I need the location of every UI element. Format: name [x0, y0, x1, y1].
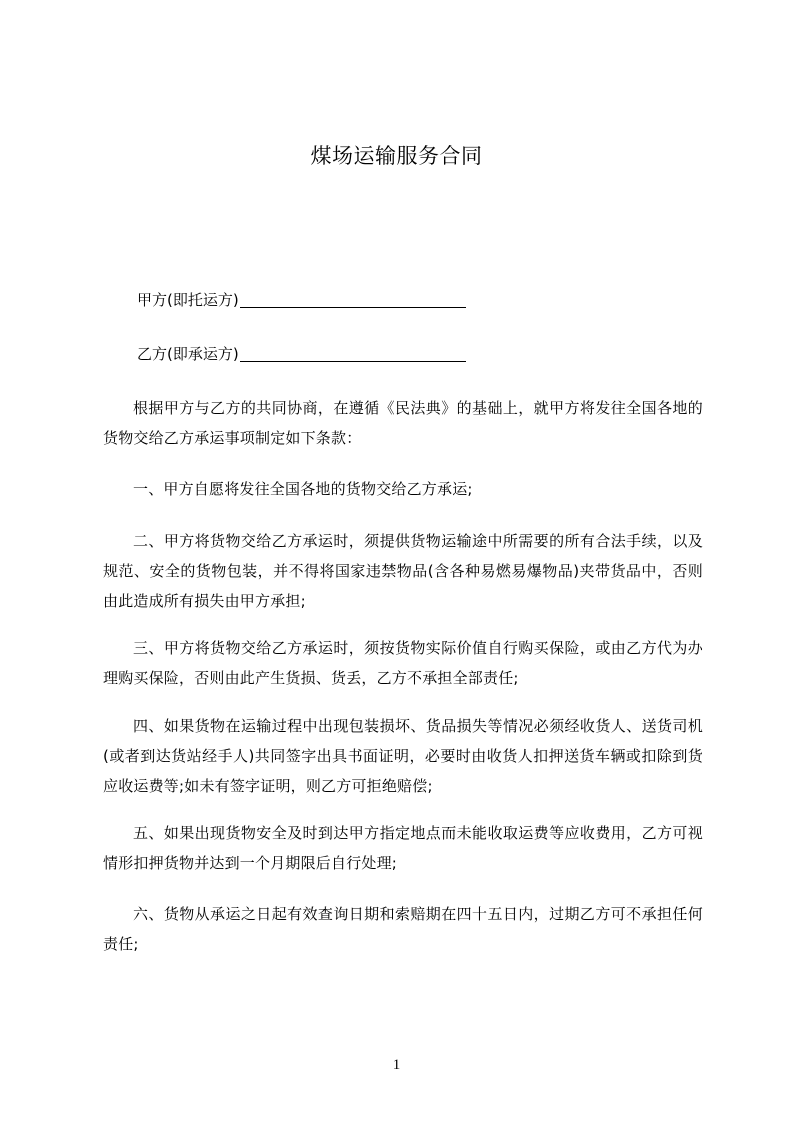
clause-6: 六、货物从承运之日起有效查询日期和索赔期在四十五日内，过期乙方可不承担任何责任;	[103, 905, 703, 953]
party-b-label: 乙方(即承运方)	[137, 345, 239, 363]
party-a-blank	[240, 292, 466, 308]
clause-5: 五、如果出现货物安全及时到达甲方指定地点而未能收取运费等应收费用，乙方可视情形扣押货物并达到一个月期限后自行处理;	[103, 824, 703, 872]
party-b-blank	[240, 346, 466, 362]
clause-2: 二、甲方将货物交给乙方承运时，须提供货物运输途中所需要的所有合法手续，以及规范、安全的货物包装，并不得将国家违禁物品(含各种易燃易爆物品)夹带货品中，否则由此造成所有损失由甲方承担;	[103, 532, 703, 610]
clause-3: 三、甲方将货物交给乙方承运时，须按货物实际价值自行购买保险，或由乙方代为办理购买保险，否则由此产生货损、货丢，乙方不承担全部责任;	[103, 639, 703, 687]
party-a-label: 甲方(即托运方)	[137, 291, 239, 309]
document-title: 煤场运输服务合同	[310, 144, 483, 168]
clause-1: 一、甲方自愿将发往全国各地的货物交给乙方承运;	[133, 480, 473, 498]
preamble-paragraph: 根据甲方与乙方的共同协商，在遵循《民法典》的基础上，就甲方将发往全国各地的货物交给乙方承运事项制定如下条款：	[103, 399, 703, 447]
clause-4: 四、如果货物在运输过程中出现包装损坏、货品损失等情况必须经收货人、送货司机(或者到达货站经手人)共同签字出具书面证明，必要时由收货人扣押送货车辆或扣除到货应收运费等;如未有签字证明，则乙方可拒绝赔偿;	[103, 717, 703, 795]
party-b-line	[137, 343, 466, 365]
page-number: 1	[392, 1057, 401, 1073]
party-a-line	[137, 289, 466, 311]
